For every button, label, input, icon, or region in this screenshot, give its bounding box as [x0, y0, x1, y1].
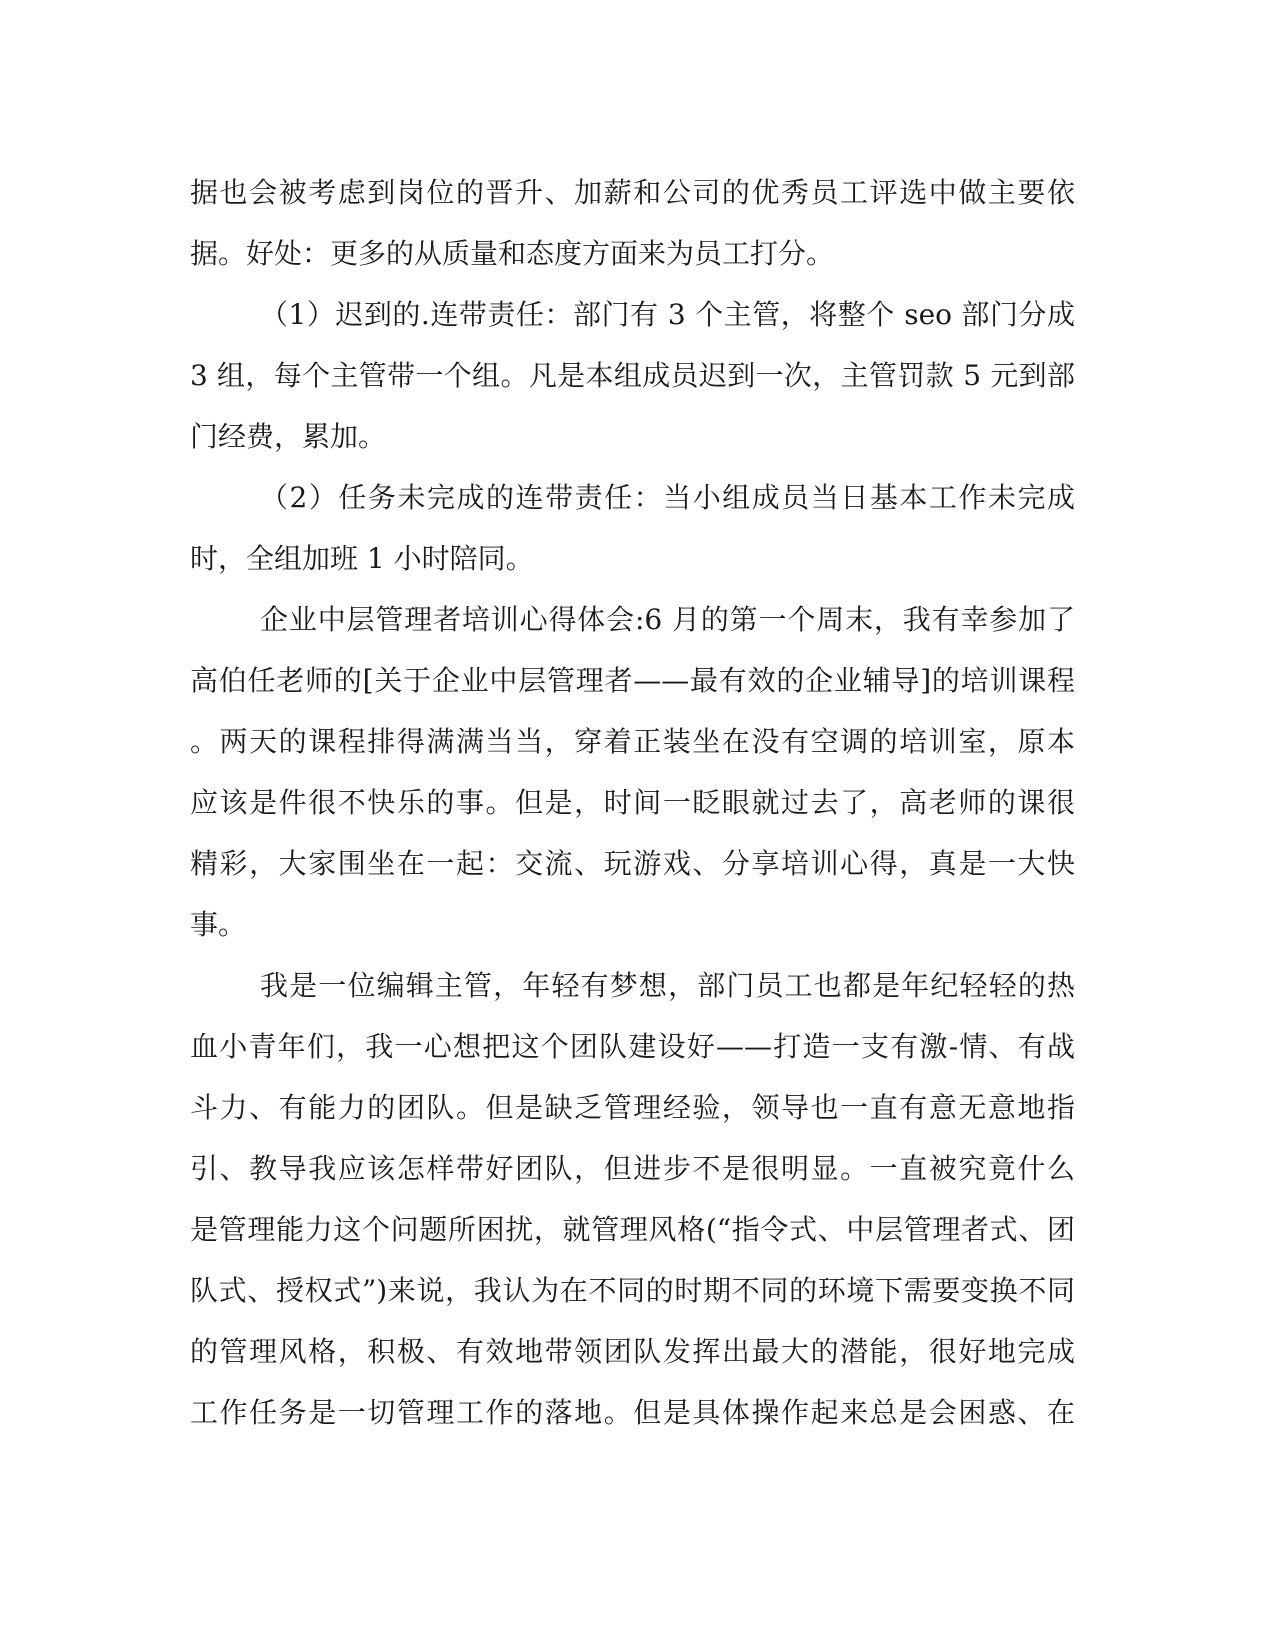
- text-line: 3 组，每个主管带一个组。凡是本组成员迟到一次，主管罚款 5 元到部: [190, 359, 1075, 392]
- text-line: 门经费，累加。: [190, 420, 387, 453]
- text-line: （1）迟到的.连带责任：部门有 3 个主管，将整个 seo 部门分成: [260, 298, 1075, 331]
- document-body: [190, 162, 1090, 1443]
- text-line: 事。: [190, 908, 247, 941]
- text-line: 血小青年们，我一心想把这个团队建设好——打造一支有激-情、有战: [190, 1030, 1075, 1063]
- text-line: 我是一位编辑主管，年轻有梦想，部门员工也都是年纪轻轻的热: [260, 969, 1075, 1002]
- text-line: 工作任务是一切管理工作的落地。但是具体操作起来总是会困惑、在: [190, 1396, 1075, 1429]
- text-line: 引、教导我应该怎样带好团队，但进步不是很明显。一直被究竟什么: [190, 1152, 1075, 1185]
- text-line: （2）任务未完成的连带责任：当小组成员当日基本工作未完成: [260, 481, 1075, 514]
- text-line: 据也会被考虑到岗位的晋升、加薪和公司的优秀员工评选中做主要依: [190, 176, 1075, 209]
- text-line: 。两天的课程排得满满当当，穿着正装坐在没有空调的培训室，原本: [190, 725, 1075, 758]
- text-line: 精彩，大家围坐在一起：交流、玩游戏、分享培训心得，真是一大快: [190, 847, 1075, 880]
- text-line: 时，全组加班 1 小时陪同。: [190, 542, 534, 575]
- text-line: 高伯任老师的[关于企业中层管理者——最有效的企业辅导]的培训课程: [190, 664, 1075, 697]
- text-line: 是管理能力这个问题所困扰，就管理风格(“指令式、中层管理者式、团: [190, 1213, 1075, 1246]
- text-line: 队式、授权式”)来说，我认为在不同的时期不同的环境下需要变换不同: [190, 1274, 1075, 1307]
- text-line: 的管理风格，积极、有效地带领团队发挥出最大的潜能，很好地完成: [190, 1335, 1075, 1368]
- text-line: 企业中层管理者培训心得体会:6 月的第一个周末，我有幸参加了: [260, 603, 1075, 636]
- text-line: 应该是件很不快乐的事。但是，时间一眨眼就过去了，高老师的课很: [190, 786, 1075, 819]
- text-line: 据。好处：更多的从质量和态度方面来为员工打分。: [190, 237, 835, 270]
- text-line: 斗力、有能力的团队。但是缺乏管理经验，领导也一直有意无意地指: [190, 1091, 1075, 1124]
